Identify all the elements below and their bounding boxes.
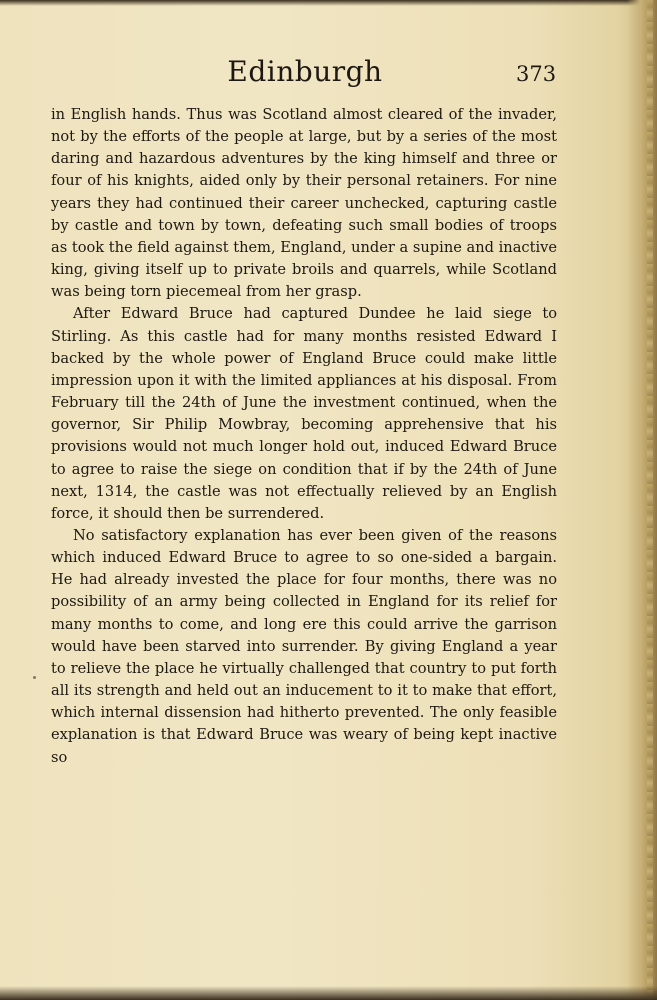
paragraph: in English hands. Thus was Scotland almost cleared of the invader, not by the efforts of the people at large, but by a series of the most daring and hazardous adventures by the king himself and three or four of his knights, aided only by their personal retainers. For nine years they had continued their career unchecked, capturing castle by castle and town by town, defeating such small bodies of troops as took the field against them, England, under a supine and inactive king, giving itself up to private broils and quarrels, while Scotland was being torn piecemeal from her grasp. — [51, 106, 557, 301]
page-top-shadow — [0, 0, 657, 6]
paragraph: After Edward Bruce had captured Dundee he laid siege to Stirling. As this castle had for many months resisted Edward I backed by the whole power of England Bruce could make little impression upon it with the limited appliances at his disposal. From February till the 24th of June the investment continued, when the governor, Sir Philip Mowbray, becoming apprehensive that his provisions would not much longer hold out, induced Edward Bruce to agree to raise the siege on condition that if by the 24th of June next, 1314, the castle was not effectually relieved by an English force, it should then be surrendered. — [51, 305, 557, 522]
paragraph: No satisfactory explanation has ever been given of the reasons which induced Edward Bruce to agree to so one-sided a bargain. He had already invested the place for four months, there was no possibility of an army being collected in England for its relief for many months to come, and long ere this could arrive the garrison would have been starved into surrender. By giving England a year to relieve the place he virtually challenged that country to put forth all its strength and held out an inducement to it to make that effort, which internal dissension had hitherto prevented. The only feasible explanation is that Edward Bruce was weary of being kept inactive so — [51, 526, 557, 766]
page-number: 373 — [516, 62, 557, 86]
page-edge-texture — [647, 0, 653, 1000]
ink-speck — [33, 676, 36, 679]
page-bottom-shadow — [0, 986, 657, 1000]
body-text — [51, 104, 557, 769]
running-head-title: Edinburgh — [227, 55, 383, 88]
